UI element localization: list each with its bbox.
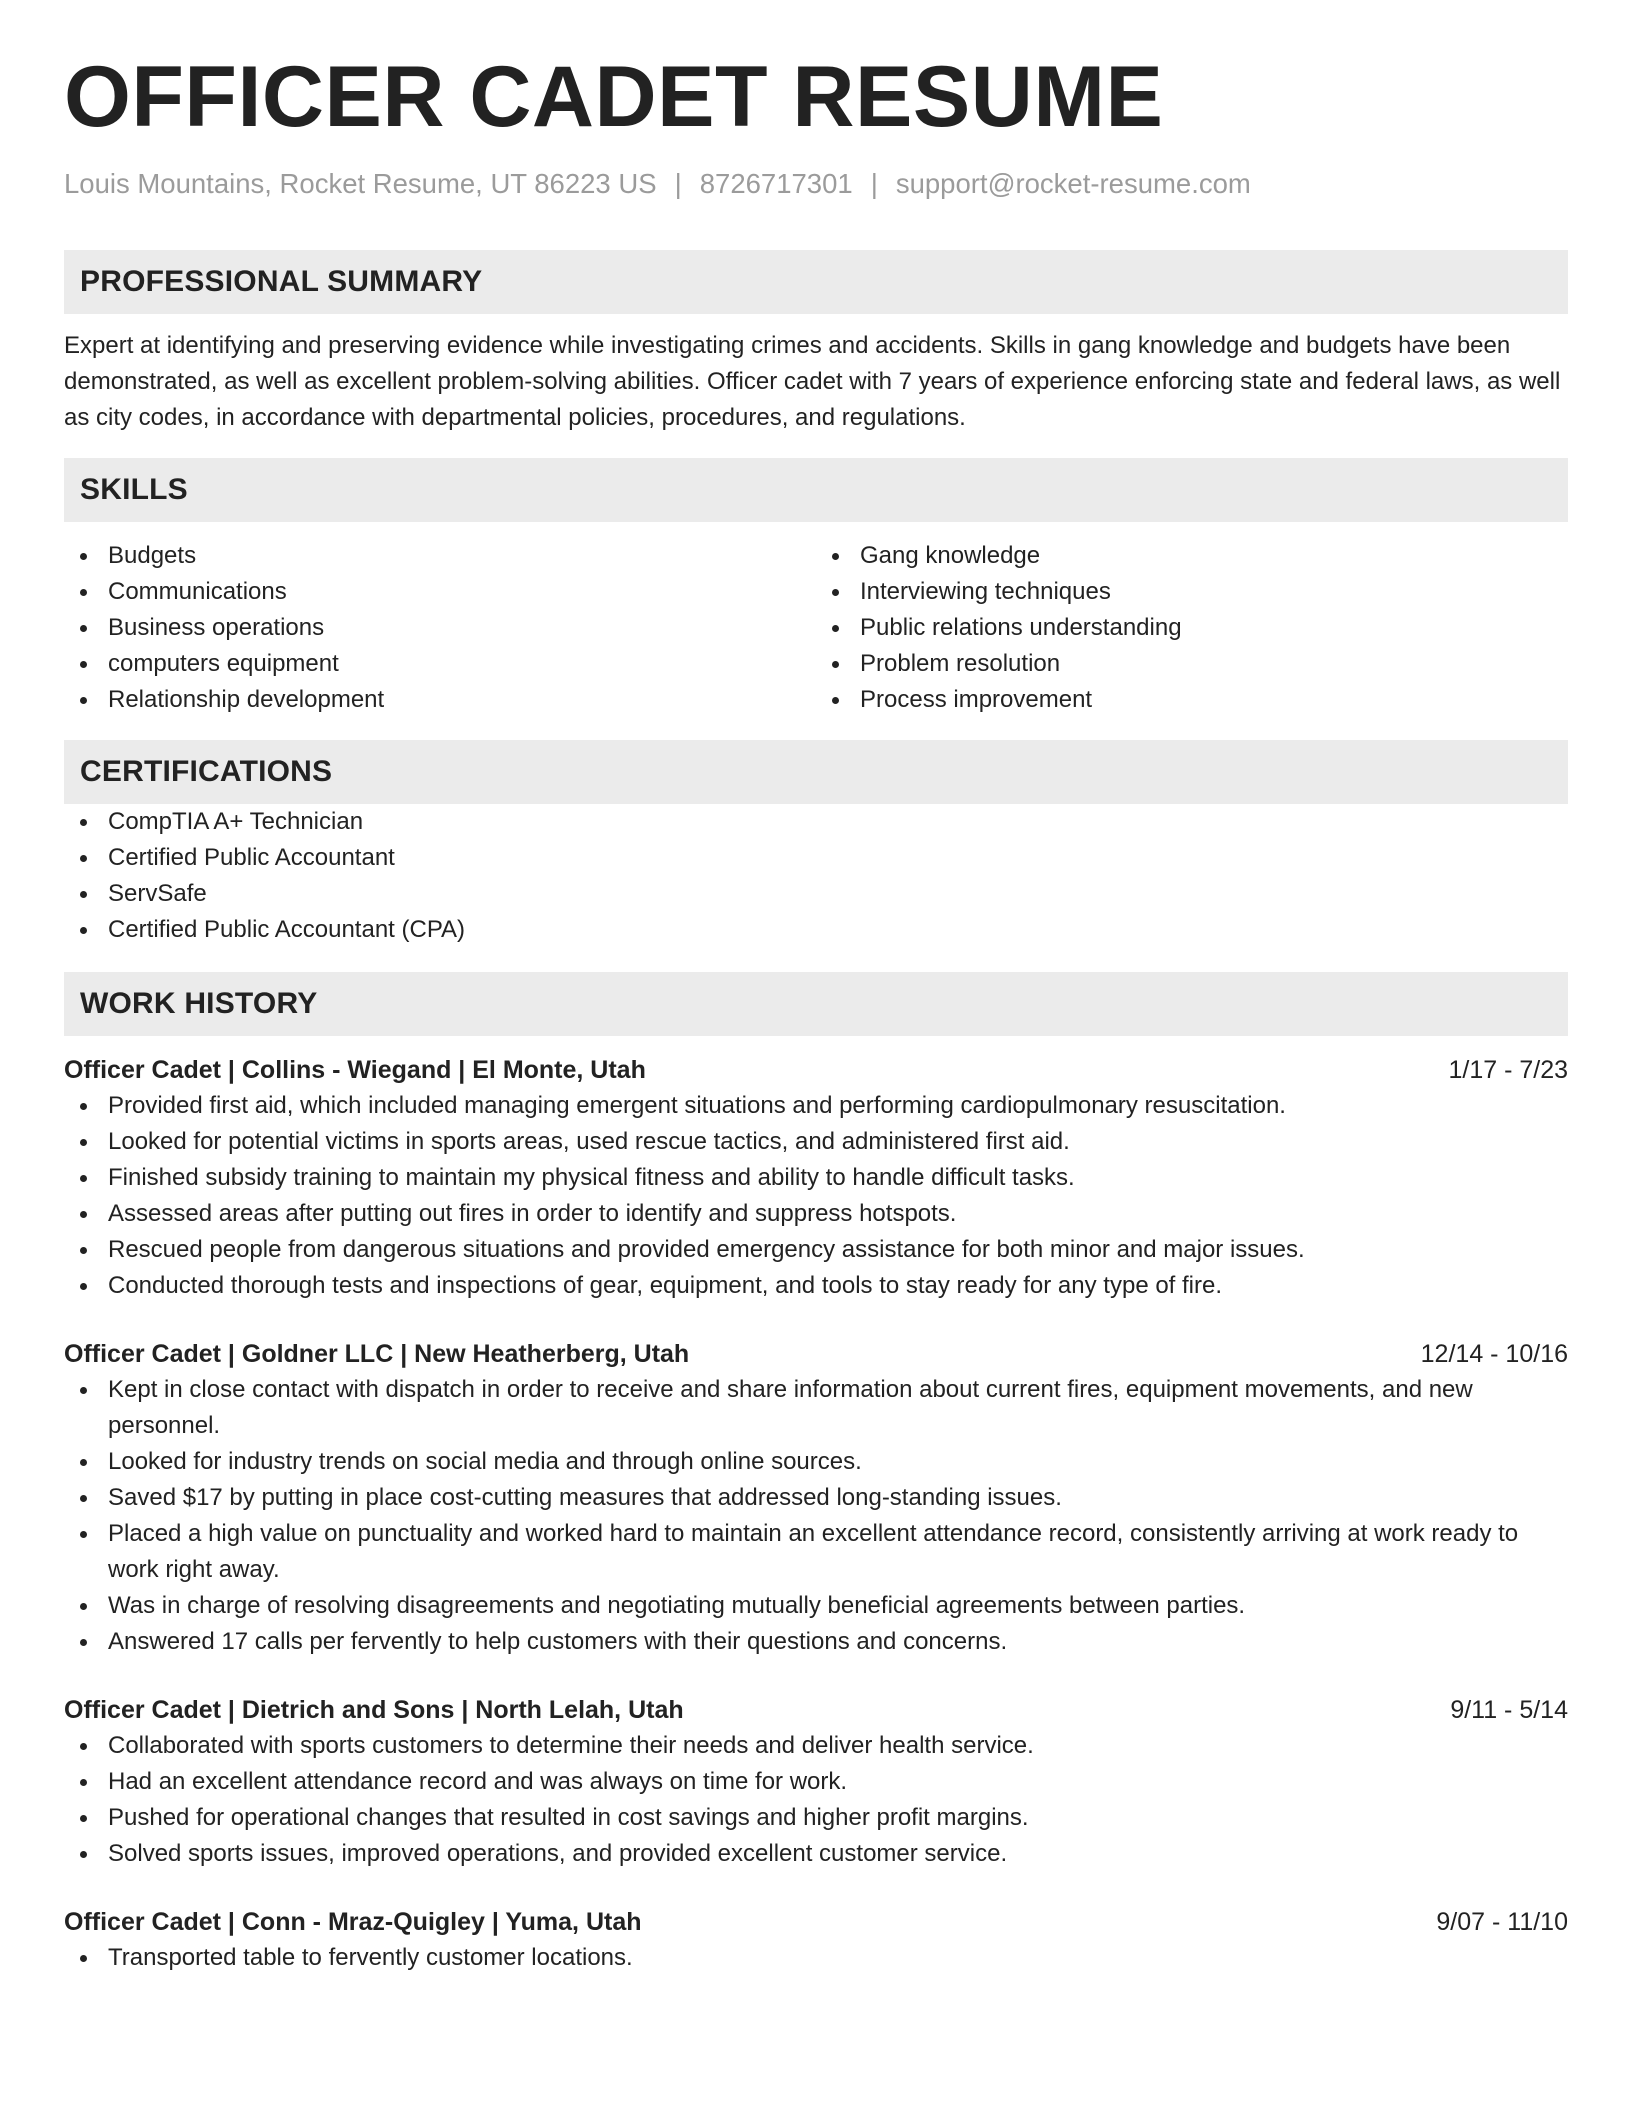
list-item: Interviewing techniques (816, 574, 1568, 610)
contact-email: support@rocket-resume.com (895, 168, 1251, 199)
job-dates: 1/17 - 7/23 (1448, 1056, 1568, 1084)
list-item: CompTIA A+ Technician (64, 804, 1568, 840)
list-item: Certified Public Accountant (CPA) (64, 912, 1568, 948)
list-item: Budgets (64, 538, 816, 574)
skills-column-right (816, 538, 1568, 718)
contact-phone: 8726717301 (699, 168, 853, 199)
job-dates: 9/07 - 11/10 (1436, 1908, 1568, 1936)
list-item: Communications (64, 574, 816, 610)
contact-address: Louis Mountains, Rocket Resume, UT 86223 US (64, 168, 657, 199)
list-item: Transported table to fervently customer locations. (64, 1940, 1568, 1976)
job-entry (64, 1336, 1568, 1660)
list-item: Assessed areas after putting out fires in order to identify and suppress hotspots. (64, 1196, 1568, 1232)
list-item: Was in charge of resolving disagreements and negotiating mutually beneficial agreements between parties. (64, 1588, 1568, 1624)
list-item: Kept in close contact with dispatch in order to receive and share information about current fires, equipment movements, and new personnel. (64, 1372, 1568, 1444)
job-dates: 9/11 - 5/14 (1450, 1696, 1568, 1724)
list-item: Conducted thorough tests and inspections of gear, equipment, and tools to stay ready for any type of fire. (64, 1268, 1568, 1304)
certifications-list (64, 804, 1568, 948)
job-title: Officer Cadet | Conn - Mraz-Quigley | Yuma, Utah (64, 1908, 642, 1936)
list-item: Had an excellent attendance record and was always on time for work. (64, 1764, 1568, 1800)
contact-separator: | (870, 168, 878, 199)
list-item: Rescued people from dangerous situations and provided emergency assistance for both minor and major issues. (64, 1232, 1568, 1268)
job-bullets (64, 1088, 1568, 1304)
list-item: Placed a high value on punctuality and worked hard to maintain an excellent attendance record, consistently arriving at work ready to work right away. (64, 1516, 1568, 1588)
job-entry (64, 1692, 1568, 1872)
contact-separator: | (674, 168, 682, 199)
list-item: Finished subsidy training to maintain my physical fitness and ability to handle difficult tasks. (64, 1160, 1568, 1196)
job-header (64, 1692, 1568, 1728)
job-entry (64, 1904, 1568, 1976)
job-bullets (64, 1372, 1568, 1660)
list-item: Public relations understanding (816, 610, 1568, 646)
job-header (64, 1904, 1568, 1940)
summary-heading: PROFESSIONAL SUMMARY (64, 250, 1568, 314)
skills-heading: SKILLS (64, 458, 1568, 522)
list-item: Solved sports issues, improved operations, and provided excellent customer service. (64, 1836, 1568, 1872)
job-bullets (64, 1940, 1568, 1976)
list-item: Problem resolution (816, 646, 1568, 682)
summary-text: Expert at identifying and preserving evidence while investigating crimes and accidents. Skills in gang knowledge and budgets have been demonstrated, as well as excellent problem-solving abilities. Officer cadet with 7 years of experience enforcing state and federal laws, as well as city codes, in accordance with departmental policies, procedures, and regulations. (64, 332, 1561, 431)
skills-list (64, 538, 1568, 718)
list-item: Saved $17 by putting in place cost-cutting measures that addressed long-standing issues. (64, 1480, 1568, 1516)
list-item: Process improvement (816, 682, 1568, 718)
job-title: Officer Cadet | Collins - Wiegand | El Monte, Utah (64, 1056, 646, 1084)
list-item: Answered 17 calls per fervently to help customers with their questions and concerns. (64, 1624, 1568, 1660)
job-title: Officer Cadet | Dietrich and Sons | North Lelah, Utah (64, 1696, 684, 1724)
job-bullets (64, 1728, 1568, 1872)
certifications-heading: CERTIFICATIONS (64, 740, 1568, 804)
contact-line (64, 168, 1568, 200)
list-item: Looked for industry trends on social media and through online sources. (64, 1444, 1568, 1480)
job-header (64, 1336, 1568, 1372)
page-title: OFFICER CADET RESUME (64, 49, 1164, 145)
job-title: Officer Cadet | Goldner LLC | New Heatherberg, Utah (64, 1340, 690, 1368)
work-history-heading: WORK HISTORY (64, 972, 1568, 1036)
list-item: Certified Public Accountant (64, 840, 1568, 876)
list-item: ServSafe (64, 876, 1568, 912)
skills-column-left (64, 538, 816, 718)
list-item: Pushed for operational changes that resulted in cost savings and higher profit margins. (64, 1800, 1568, 1836)
list-item: computers equipment (64, 646, 816, 682)
list-item: Collaborated with sports customers to determine their needs and deliver health service. (64, 1728, 1568, 1764)
job-dates: 12/14 - 10/16 (1420, 1340, 1568, 1368)
list-item: Relationship development (64, 682, 816, 718)
list-item: Business operations (64, 610, 816, 646)
job-entry (64, 1052, 1568, 1304)
list-item: Looked for potential victims in sports areas, used rescue tactics, and administered first aid. (64, 1124, 1568, 1160)
list-item: Gang knowledge (816, 538, 1568, 574)
job-header (64, 1052, 1568, 1088)
list-item: Provided first aid, which included managing emergent situations and performing cardiopulmonary resuscitation. (64, 1088, 1568, 1124)
